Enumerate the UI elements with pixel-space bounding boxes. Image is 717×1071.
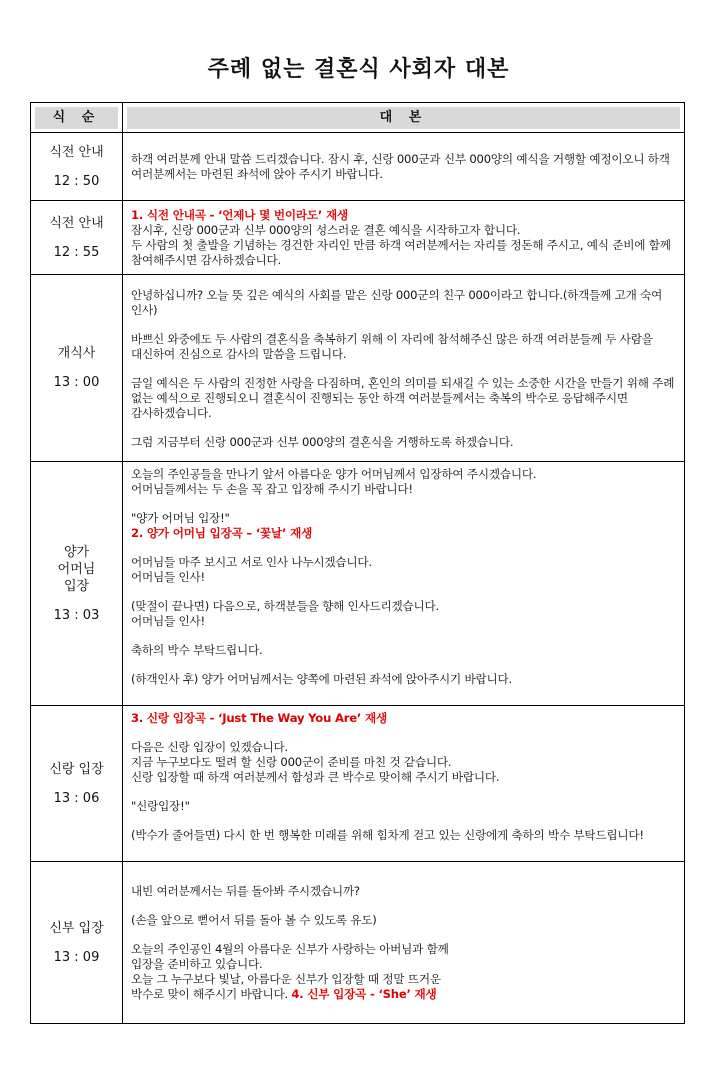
music-cue: 4. 신부 입장곡 - ‘She’ 재생 — [291, 987, 437, 1001]
paragraph-spacer — [131, 899, 676, 913]
paragraph-spacer — [131, 362, 676, 376]
script-text: 그럼 지금부터 신랑 000군과 신부 000양의 결혼식을 거행하도록 하겠습니다. — [131, 434, 514, 449]
order-cell — [31, 275, 123, 462]
script-line — [131, 957, 676, 972]
header-row — [31, 103, 685, 133]
script-text: 어머님들 인사! — [131, 570, 205, 584]
order-cell — [31, 862, 123, 1024]
script-line — [131, 332, 676, 362]
script-text: (하객인사 후) 양가 어머님께서는 양쪽에 마련된 좌석에 앉아주시기 바랍니다. — [131, 672, 513, 686]
order-header: 식 순 — [35, 107, 118, 129]
table-row — [31, 201, 685, 275]
order-spacer — [33, 161, 120, 173]
paragraph-spacer — [131, 629, 676, 643]
script-text: 안녕하십니까? 오늘 뜻 깊은 예식의 사회를 맡은 신랑 000군의 친구 000이라고 합니다.(하객들께 고개 숙여 인사) — [131, 287, 663, 317]
order-spacer — [33, 595, 120, 607]
script-line — [131, 672, 676, 687]
order-cell — [31, 201, 123, 275]
order-header-cell — [31, 103, 123, 133]
script-header: 대 본 — [127, 107, 680, 129]
script-table — [30, 102, 685, 1024]
script-cell — [123, 462, 685, 706]
script-text: 신랑 입장할 때 하객 여러분께서 함성과 큰 박수로 맞이해 주시기 바랍니다. — [131, 770, 500, 784]
paragraph-spacer — [131, 318, 676, 332]
script-text: (맞절이 끝나면) 다음으로, 하객분들을 향해 인사드리겠습니다. — [131, 599, 440, 613]
script-line — [131, 570, 676, 585]
script-line — [131, 555, 676, 570]
script-line — [131, 152, 676, 182]
table-row — [31, 133, 685, 201]
table-row — [31, 462, 685, 706]
script-line — [131, 770, 676, 785]
script-text: 박수로 맞이 해주시기 바랍니다. — [131, 987, 292, 1001]
script-cell — [123, 201, 685, 275]
order-spacer — [33, 362, 120, 374]
paragraph-spacer — [131, 785, 676, 799]
script-line — [131, 482, 676, 497]
script-text: 내빈 여러분께서는 뒤를 돌아봐 주시겠습니까? — [131, 884, 360, 898]
order-spacer — [33, 937, 120, 949]
paragraph-spacer — [131, 585, 676, 599]
script-line — [131, 828, 676, 843]
script-text: 오늘의 주인공인 4월의 아름다운 신부가 사랑하는 아버님과 함께 — [131, 942, 449, 956]
order-time: 13 : 00 — [53, 375, 100, 390]
script-text: 입장을 준비하고 있습니다. — [131, 957, 263, 971]
script-text: 다음은 신랑 입장이 있겠습니다. — [131, 740, 288, 754]
order-time: 13 : 03 — [53, 607, 100, 623]
script-header-cell — [123, 103, 685, 133]
order-label: 식전 안내 — [49, 215, 104, 231]
script-text: "양가 어머님 입장!" — [131, 511, 230, 525]
order-time: 12 : 55 — [53, 244, 100, 260]
script-line — [131, 740, 676, 755]
order-spacer — [33, 778, 120, 790]
script-text: 어머님들 인사! — [131, 614, 205, 628]
script-line — [131, 526, 676, 541]
order-time: 13 : 09 — [53, 949, 100, 965]
script-line — [131, 799, 676, 814]
order-label: 신부 입장 — [49, 920, 104, 936]
script-line — [131, 288, 676, 318]
table-body — [31, 133, 685, 1024]
script-text: 오늘 그 누구보다 빛날, 아름다운 신부가 입장할 때 정말 뜨거운 — [131, 972, 441, 986]
order-label: 식전 안내 — [49, 144, 104, 160]
paragraph-spacer — [131, 658, 676, 672]
script-text: 지금 누구보다도 떨려 할 신랑 000군이 준비를 마친 것 같습니다. — [131, 755, 452, 769]
script-line — [131, 884, 676, 899]
script-text: 잠시후, 신랑 000군과 신부 000양의 성스러운 결혼 예식을 시작하고자 합니다. — [131, 223, 521, 237]
script-line — [131, 614, 676, 629]
table-row — [31, 706, 685, 862]
script-line — [131, 643, 676, 658]
script-text: "신랑입장!" — [131, 799, 190, 813]
order-label: 개식사 — [57, 346, 96, 361]
order-time: 12 : 50 — [53, 173, 100, 189]
order-label: 어머님 — [57, 561, 96, 577]
script-text: 하객 여러분께 안내 말씀 드리겠습니다. 잠시 후, 신랑 000군과 신부 000양의 예식을 거행할 예정이오니 하객 여러분께서는 마련된 좌석에 앉아 주시기 바랍니다. — [131, 152, 670, 181]
order-cell — [31, 133, 123, 201]
script-cell — [123, 275, 685, 462]
paragraph-spacer — [131, 814, 676, 828]
order-cell — [31, 462, 123, 706]
script-text: 축하의 박수 부탁드립니다. — [131, 643, 263, 657]
order-label: 양가 — [63, 544, 90, 560]
script-text: (박수가 줄어들면) 다시 한 번 행복한 미래를 위해 힘차게 걷고 있는 신랑에게 축하의 박수 부탁드립니다! — [131, 828, 644, 842]
script-line — [131, 599, 676, 614]
script-line — [131, 711, 676, 726]
script-line — [131, 913, 676, 928]
table-row — [31, 275, 685, 462]
script-cell — [123, 706, 685, 862]
table-row — [31, 862, 685, 1024]
script-text: 두 사람의 첫 출발을 기념하는 경건한 자리인 만큼 하객 여러분께서는 자리를 정돈해 주시고, 예식 준비에 함께 참여해주시면 감사하겠습니다. — [131, 238, 671, 267]
script-line — [131, 987, 676, 1002]
music-cue: 3. 신랑 입장곡 - ‘Just The Way You Are’ 재생 — [131, 711, 387, 725]
script-line — [131, 755, 676, 770]
script-cell — [123, 862, 685, 1024]
script-line — [131, 223, 676, 238]
script-text: 어머님들께서는 두 손을 꼭 잡고 입장해 주시기 바랍니다! — [131, 482, 413, 496]
order-spacer — [33, 232, 120, 244]
page-title: 주례 없는 결혼식 사회자 대본 — [207, 57, 510, 82]
script-line — [131, 511, 676, 526]
script-line — [131, 435, 676, 450]
script-line — [131, 467, 676, 482]
paragraph-spacer — [131, 541, 676, 555]
paragraph-spacer — [131, 421, 676, 435]
script-cell — [123, 133, 685, 201]
script-line — [131, 208, 676, 223]
script-line — [131, 238, 676, 268]
order-label: 입장 — [63, 578, 90, 594]
music-cue: 2. 양가 어머님 입장곡 – ‘꽃날’ 재생 — [131, 526, 313, 540]
order-label: 신랑 입장 — [49, 761, 104, 777]
script-text: (손을 앞으로 뻗어서 뒤를 돌아 볼 수 있도록 유도) — [131, 913, 377, 927]
order-time: 13 : 06 — [53, 790, 100, 806]
script-text: 오늘의 주인공들을 만나기 앞서 아름다운 양가 어머님께서 입장하여 주시겠습니다. — [131, 467, 537, 481]
script-line — [131, 972, 676, 987]
paragraph-spacer — [131, 497, 676, 511]
script-text: 어머님들 마주 보시고 서로 인사 나누시겠습니다. — [131, 555, 372, 569]
script-line — [131, 942, 676, 957]
music-cue: 1. 식전 안내곡 - ‘언제나 몇 번이라도’ 재생 — [131, 208, 348, 222]
script-text: 바쁘신 와중에도 두 사람의 결혼식을 축복하기 위해 이 자리에 참석해주신 많은 하객 여러분들께 두 사람을 대신하여 진심으로 감사의 말씀을 드립니다. — [131, 331, 653, 361]
order-cell — [31, 706, 123, 862]
script-text: 금일 예식은 두 사람의 진정한 사랑을 다짐하며, 혼인의 의미를 되새길 수 있는 소중한 시간을 만들기 위해 주례 없는 예식으로 진행되오니 결혼식이 진행되는 동안 하객 여러분들께서는 축복의 박수로 응답해주시면 감사하겠습니다. — [131, 375, 675, 420]
paragraph-spacer — [131, 726, 676, 740]
paragraph-spacer — [131, 928, 676, 942]
script-line — [131, 376, 676, 421]
